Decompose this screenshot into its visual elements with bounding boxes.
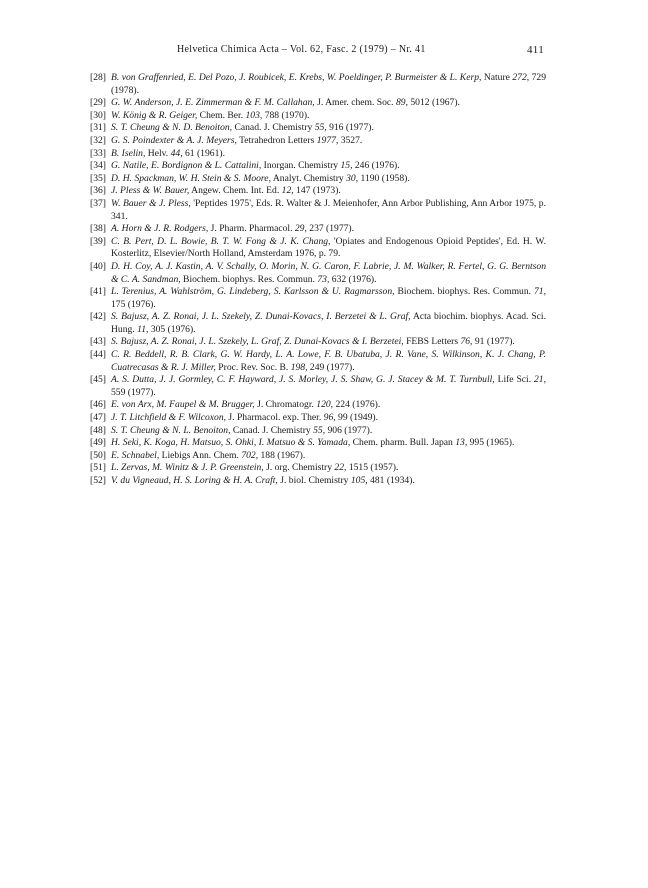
reference-authors: G. Natile, E. Bordignon & L. Cattalini, (111, 160, 262, 172)
reference-authors: S. T. Cheung & N. L. Benoiton, (111, 424, 231, 436)
reference-item (90, 198, 546, 223)
reference-number: [28] (90, 72, 106, 83)
reference-authors: W. König & R. Geiger, (111, 109, 198, 121)
reference-source: J. biol. Chemistry (277, 475, 351, 486)
reference-volume: 105 (350, 475, 366, 486)
reference-item (90, 412, 546, 425)
reference-number: [32] (90, 134, 106, 146)
reference-authors: C. B. Pert, D. L. Bowie, B. T. W. Fong & J. K. Chang, (111, 235, 331, 247)
reference-authors: S. Bajusz, A. Z. Ronai, J. L. Szekely, L. Graf, Z. Dunai-Kovacs & I. Berzetei, (111, 336, 404, 348)
reference-source: Analyt. Chemistry (270, 172, 347, 184)
reference-item (90, 261, 546, 286)
reference-volume: 1977 (316, 134, 336, 146)
reference-authors: E. Schnabel, (111, 449, 160, 461)
reference-source: Nature (481, 72, 513, 83)
reference-item (90, 122, 546, 135)
reference-pages: , 91 (1977). (470, 336, 515, 348)
reference-number: [47] (90, 412, 106, 424)
reference-pages: , 632 (1976). (326, 273, 377, 285)
reference-authors: J. Pless & W. Bauer, (111, 185, 190, 197)
reference-source: FEBS Letters (403, 336, 461, 348)
reference-number: [35] (90, 172, 106, 184)
reference-source: Acta biochim. biophys. Acad. Sci. Hung. (111, 311, 546, 335)
reference-authors: J. T. Litchfield & F. Wilcoxon, (111, 412, 227, 424)
reference-source: Canad. J. Chemistry (230, 424, 314, 436)
reference-authors: B. Iselin, (111, 147, 146, 159)
reference-pages: , 188 (1967). (255, 449, 306, 461)
reference-number: [51] (90, 462, 106, 474)
reference-pages: , 788 (1970). (259, 109, 310, 121)
reference-authors: V. du Vigneaud, H. S. Loring & H. A. Craft, (111, 475, 278, 486)
reference-item (90, 336, 546, 349)
reference-volume: 55 (314, 122, 325, 134)
reference-pages: , 729 (1978). (111, 72, 546, 96)
reference-number: [42] (90, 311, 106, 323)
reference-item (90, 160, 546, 173)
reference-item (90, 425, 546, 438)
reference-pages: , 481 (1934). (365, 475, 415, 486)
reference-volume: 11 (137, 323, 147, 335)
reference-source: Canad. J. Chemistry (232, 122, 315, 134)
reference-number: [38] (90, 223, 106, 235)
reference-authors: C. R. Beddell, R. B. Clark, G. W. Hardy, L. A. Lowe, F. B. Ubatuba, J. R. Vane, S. Wilkinson, K. J. Chang, P. Cuatrecasas & R. J. Miller, (111, 349, 546, 373)
reference-number: [39] (90, 235, 106, 247)
reference-source: J. Pharm. Pharmacol. (208, 223, 295, 235)
reference-volume: 30 (346, 172, 356, 184)
reference-source: Tetrahedron Letters (236, 134, 317, 146)
reference-source: Inorgan. Chemistry (261, 160, 341, 172)
reference-volume: 21 (534, 374, 544, 386)
reference-source: Proc. Rev. Soc. B. (215, 361, 291, 373)
reference-pages: , 5012 (1967). (405, 97, 460, 109)
reference-volume: 198 (290, 361, 306, 373)
reference-authors: E. von Arx, M. Faupel & M. Brugger, (111, 399, 255, 411)
reference-pages: , 99 (1949). (333, 412, 378, 424)
reference-item (90, 110, 546, 123)
reference-number: [30] (90, 109, 106, 121)
reference-source: J. Chromatogr. (254, 399, 317, 411)
reference-volume: 22 (334, 462, 345, 474)
reference-item (90, 437, 546, 450)
reference-source: Life Sci. (494, 374, 534, 386)
reference-item (90, 236, 546, 261)
reference-source: Liebigs Ann. Chem. (159, 449, 242, 461)
reference-authors: D. H. Spackman, W. H. Stein & S. Moore, (111, 172, 271, 184)
reference-volume: 44 (170, 147, 181, 159)
reference-number: [40] (90, 260, 106, 272)
reference-number: [31] (90, 122, 106, 134)
page-number: 411 (527, 44, 544, 56)
reference-pages: , 559 (1977). (111, 374, 546, 398)
reference-number: [44] (90, 349, 106, 361)
reference-volume: 120 (316, 399, 331, 411)
reference-item (90, 173, 546, 186)
reference-number: [33] (90, 147, 106, 159)
reference-volume: 89 (395, 97, 406, 109)
reference-item (90, 97, 546, 110)
reference-item (90, 374, 546, 399)
reference-pages: , 3527. (335, 134, 363, 146)
reference-pages: , 246 (1976). (350, 160, 400, 172)
reference-item (90, 72, 546, 97)
reference-source: Chem. Ber. (197, 109, 246, 121)
reference-item (90, 185, 546, 198)
reference-pages: , 305 (1976). (146, 323, 196, 335)
reference-pages: , 61 (1961). (180, 147, 225, 159)
reference-pages: , 249 (1977). (305, 361, 355, 373)
reference-item (90, 223, 546, 236)
reference-item (90, 148, 546, 161)
reference-volume: 103 (245, 109, 260, 121)
reference-number: [49] (90, 437, 106, 449)
reference-source: Helv. (145, 147, 171, 159)
journal-header: Helvetica Chimica Acta – Vol. 62, Fasc. 2 (1979) – Nr. 41 (177, 44, 426, 55)
reference-authors: B. von Graffenried, E. Del Pozo, J. Roubicek, E. Krebs, W. Poeldinger, P. Burmeister & L. Kerp, (111, 72, 482, 83)
reference-volume: 29 (294, 223, 305, 235)
reference-volume: 272 (512, 72, 527, 83)
reference-number: [36] (90, 185, 106, 197)
reference-volume: 15 (340, 160, 351, 172)
reference-number: [37] (90, 197, 106, 209)
reference-item (90, 450, 546, 463)
reference-source: 'Peptides 1975', Eds. R. Walter & J. Meienhofer, Ann Arbor Publishing, Ann Arbor 1975, p. 341. (111, 197, 547, 222)
reference-pages: , 1190 (1958). (355, 172, 410, 184)
reference-number: [43] (90, 336, 106, 348)
reference-pages: , 906 (1977). (322, 424, 373, 436)
reference-volume: 76 (460, 336, 471, 348)
reference-source: Angew. Chem. Int. Ed. (189, 185, 282, 197)
reference-pages: , 147 (1973). (291, 185, 341, 197)
reference-authors: L. Zervas, M. Winitz & J. P. Greenstein, (111, 462, 264, 474)
reference-number: [29] (90, 97, 106, 109)
reference-item (90, 135, 546, 148)
reference-number: [52] (90, 475, 106, 486)
reference-authors: H. Seki, K. Koga, H. Matsuo, S. Ohki, I. Matsuo & S. Yamada, (111, 437, 351, 449)
reference-volume: 55 (313, 424, 323, 436)
reference-source: 'Opiates and Endogenous Opioid Peptides', Ed. H. W. Kosterlitz, Elsevier/North Holland, Amsterdam 1976, p. 79. (111, 235, 546, 260)
reference-authors: A. Horn & J. R. Rodgers, (111, 223, 209, 235)
reference-pages: , 175 (1976). (111, 286, 546, 310)
reference-source: Biochem. biophys. Res. Commun. (180, 273, 318, 285)
reference-pages: , 916 (1977). (324, 122, 374, 134)
reference-authors: G. S. Poindexter & A. J. Meyers, (111, 134, 237, 146)
reference-pages: , 224 (1976). (330, 399, 381, 411)
reference-volume: 702 (241, 449, 256, 461)
reference-source: Biochem. biophys. Res. Commun. (394, 286, 534, 298)
reference-authors: S. Bajusz, A. Z. Ronai, J. L. Szekely, Z. Dunai-Kovacs, I. Berzetei & L. Graf, (111, 311, 411, 323)
reference-item (90, 462, 546, 475)
reference-authors: G. W. Anderson, J. E. Zimmerman & F. M. Callahan, (111, 97, 315, 109)
reference-item (90, 286, 546, 311)
reference-authors: L. Terenius, A. Wahlström, G. Lindeberg, S. Karlsson & U. Ragmarsson, (111, 286, 395, 298)
reference-pages: , 1515 (1957). (344, 462, 399, 474)
reference-authors: D. H. Coy, A. J. Kastin, A. V. Schally, O. Morin, N. G. Caron, F. Labrie, J. M. Walker, R. Fertel, G. G. Berntson & C. A. Sandman, (111, 260, 546, 285)
reference-item (90, 349, 546, 374)
reference-pages: , 995 (1965). (464, 437, 515, 449)
reference-source: J. Amer. chem. Soc. (314, 97, 396, 109)
reference-source: J. org. Chemistry (263, 462, 335, 474)
reference-number: [48] (90, 424, 106, 436)
reference-pages: , 237 (1977). (304, 223, 355, 235)
reference-volume: 13 (455, 437, 465, 449)
reference-source: J. Pharmacol. exp. Ther. (226, 412, 324, 424)
reference-item (90, 399, 546, 412)
reference-number: [45] (90, 374, 106, 386)
reference-number: [34] (90, 160, 106, 172)
reference-source: Chem. pharm. Bull. Japan (350, 437, 456, 449)
reference-item (90, 475, 546, 488)
reference-authors: A. S. Dutta, J. J. Gormley, C. F. Hayward, J. S. Morley, J. S. Shaw, G. J. Stacey & M. T. Turnbull, (111, 374, 495, 386)
reference-volume: 96 (323, 412, 334, 424)
reference-number: [41] (90, 286, 106, 298)
reference-item (90, 311, 546, 336)
reference-volume: 71 (534, 286, 544, 298)
reference-number: [50] (90, 449, 106, 461)
reference-number: [46] (90, 399, 106, 411)
reference-authors: S. T. Cheung & N. D. Benoiton, (111, 122, 233, 134)
reference-volume: 12 (281, 185, 292, 197)
reference-list (90, 72, 546, 488)
reference-volume: 73 (317, 273, 327, 285)
reference-authors: W. Bauer & J. Pless, (111, 197, 191, 209)
